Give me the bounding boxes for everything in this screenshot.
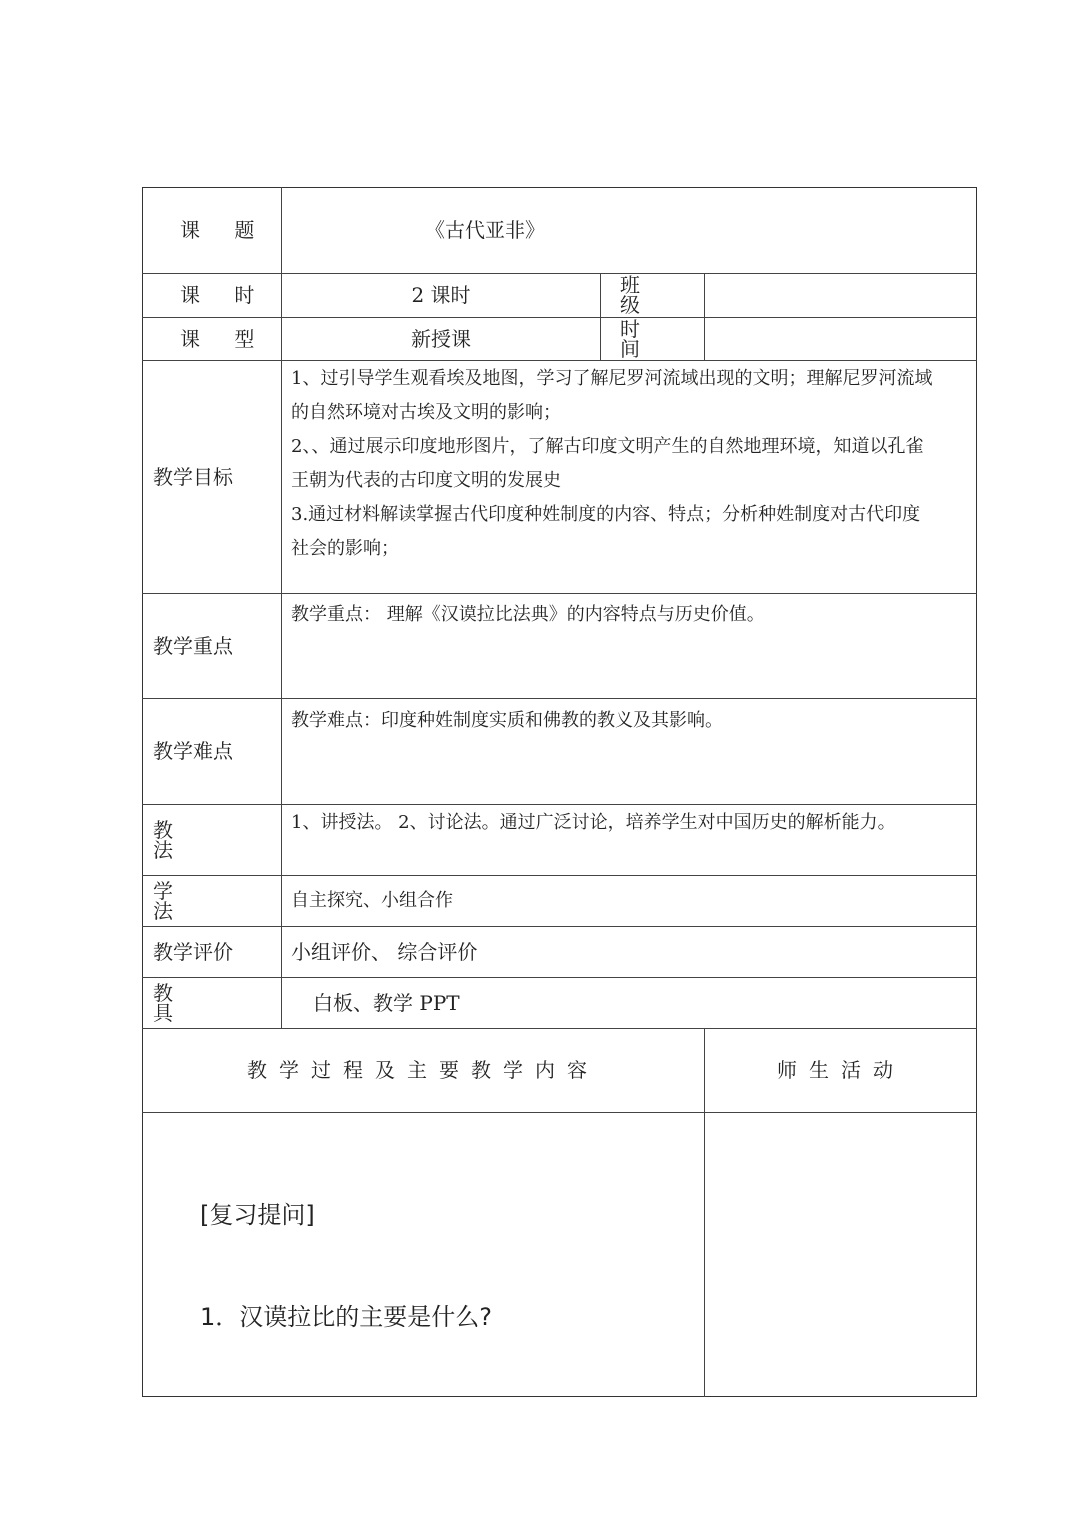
teaching-tools-value: 白板、教学 PPT	[313, 990, 460, 1015]
type-label: 课 型	[180, 326, 269, 351]
goals-line: 3.通过材料解读掌握古代印度种姓制度的内容、特点；分析种姓制度对古代印度	[291, 504, 921, 525]
teaching-method-label: 教 法	[153, 817, 213, 862]
teaching-tools-label: 教 具	[153, 980, 213, 1025]
time-label: 时 间	[620, 316, 654, 361]
topic-value: 《古代亚非》	[425, 218, 545, 242]
key-point-value: 教学重点： 理解《汉谟拉比法典》的内容特点与历史价值。	[291, 604, 765, 625]
goals-line: 2、、通过展示印度地形图片，了解古印度文明产生的自然地理环境，知道以孔雀	[291, 436, 924, 457]
row-divider	[142, 1112, 977, 1113]
time-value	[716, 317, 966, 360]
hours-value: 2 课时	[411, 283, 471, 307]
goals-line: 王朝为代表的古印度文明的发展史	[291, 470, 561, 491]
goals-label: 教学目标	[153, 464, 233, 489]
difficulty-value: 教学难点：印度种姓制度实质和佛教的教义及其影响。	[291, 710, 723, 731]
review-question: 1．汉谟拉比的主要是什么?	[200, 1303, 493, 1331]
goals-line: 的自然环境对古埃及文明的影响；	[291, 402, 561, 423]
process-header: 教学过程及主要教学内容	[247, 1058, 599, 1082]
class-value	[716, 273, 966, 317]
evaluation-value: 小组评价、 综合评价	[291, 939, 478, 964]
class-label: 班 级	[620, 273, 654, 317]
goals-text	[291, 362, 973, 566]
learning-method-label: 学 法	[153, 878, 213, 923]
goals-line: 社会的影响；	[291, 538, 399, 559]
type-value: 新授课	[411, 326, 471, 351]
key-point-label: 教学重点	[153, 633, 233, 658]
difficulty-label: 教学难点	[153, 739, 233, 763]
activity-header: 师生活动	[777, 1058, 905, 1082]
topic-label: 课 题	[180, 218, 269, 242]
review-heading: [复习提问]	[200, 1201, 315, 1229]
evaluation-label: 教学评价	[153, 939, 233, 964]
goals-line: 1、过引导学生观看埃及地图，学习了解尼罗河流域出现的文明；理解尼罗河流域	[291, 368, 933, 389]
hours-label: 课 时	[180, 283, 269, 307]
column-divider	[600, 273, 601, 361]
column-divider	[704, 273, 705, 361]
teaching-method-value: 1、讲授法。 2、讨论法。通过广泛讨论，培养学生对中国历史的解析能力。	[291, 812, 896, 833]
learning-method-value: 自主探究、小组合作	[291, 889, 453, 911]
